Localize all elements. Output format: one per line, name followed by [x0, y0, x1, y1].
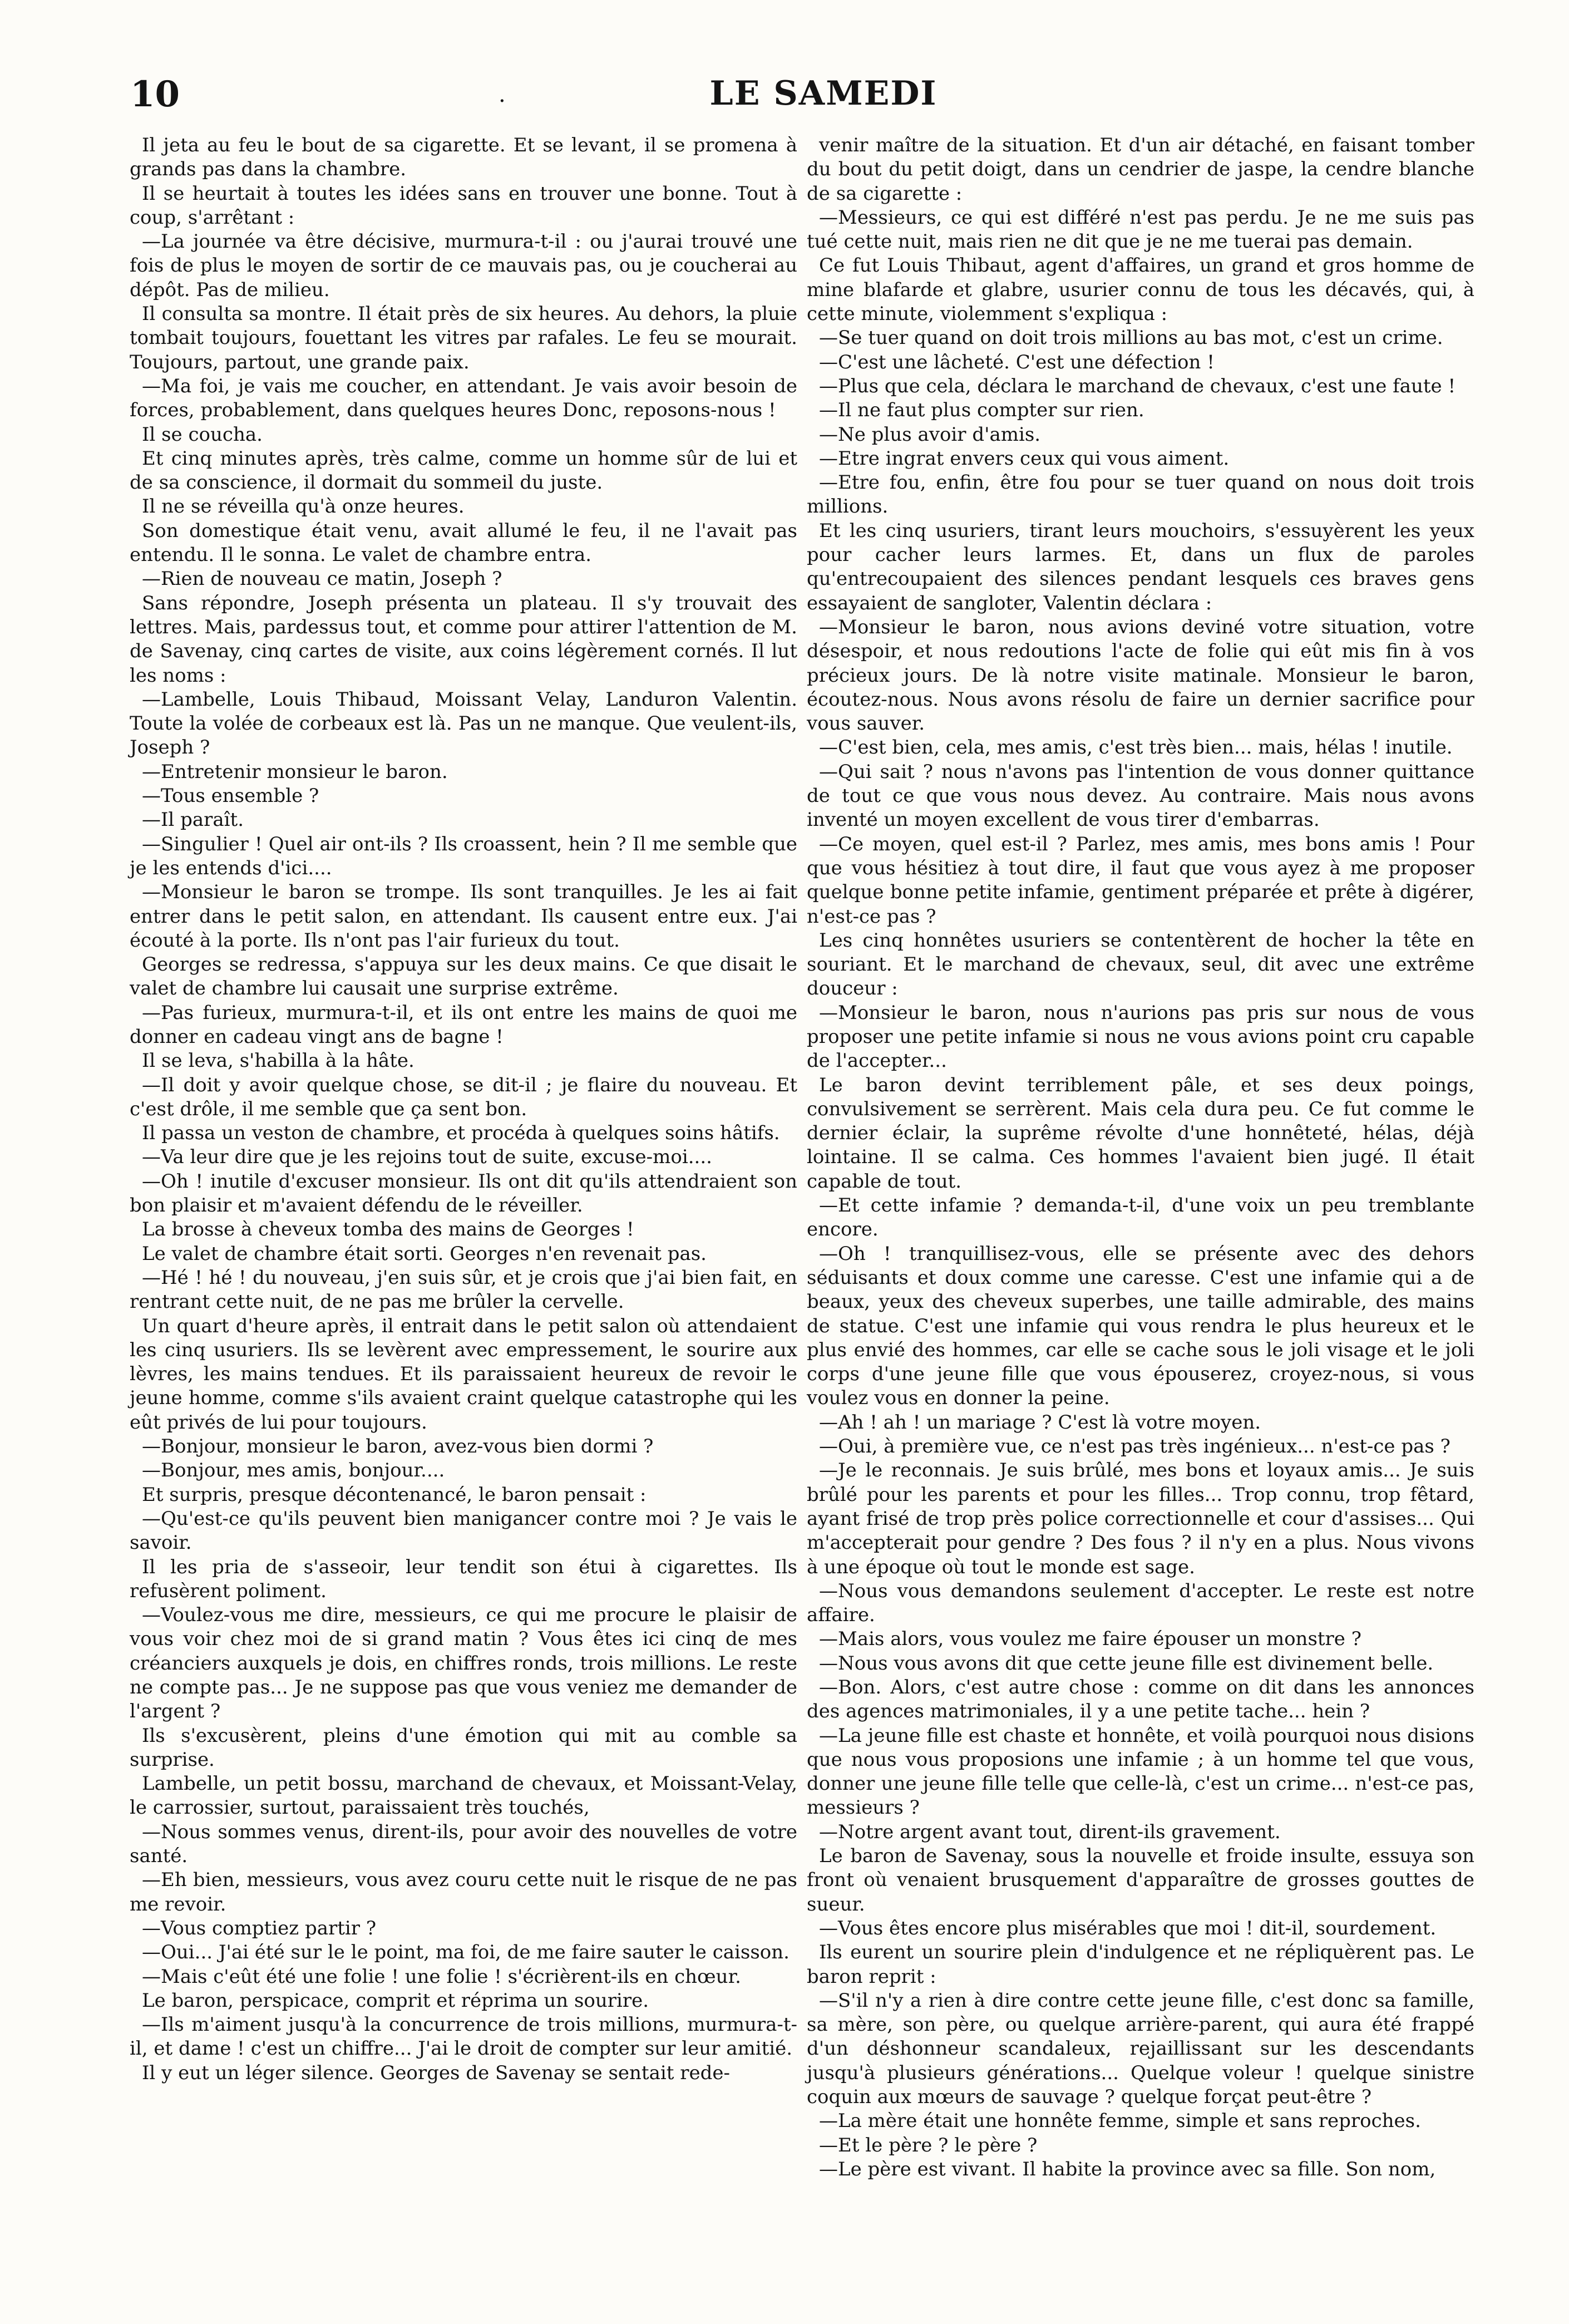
paragraph: —Vous comptiez partir ? [142, 1917, 377, 1939]
paragraph: —Il ne faut plus compter sur rien. [819, 399, 1144, 422]
paragraph: —Messieurs, ce qui est différé n'est pas perdu. Je ne me suis pas tué cette nuit, mais rien ne dit que je ne me tuerai pas demain. [807, 206, 1474, 253]
paragraph: —Nous vous demandons seulement d'accepter. Le reste est notre affaire. [807, 1579, 1474, 1627]
paragraph: Lambelle, un petit bossu, marchand de chevaux, et Moissant-Velay, le carrossier, surtout, paraissaient très touchés, [130, 1772, 797, 1819]
paragraph: —Lambelle, Louis Thibaud, Moissant Velay, Landuron Valentin. Toute la volée de corbeaux est là. Pas un ne manque. Que veulent-ils, Joseph ? [130, 688, 797, 759]
paragraph: —Je le reconnais. Je suis brûlé, mes bons et loyaux amis... Je suis brûlé pour les parents et pour les filles... Trop connu, trop fêtard, ayant frisé de trop près police correctionnelle et cour d'assises... Qui m'accepterait pour gendre ? Des fous ? il n'y en a plus. Nous vivons à une époque où tout le monde est sage. [807, 1459, 1474, 1578]
paragraph: —Et cette infamie ? demanda-t-il, d'une voix un peu tremblante encore. [807, 1194, 1474, 1241]
paragraph: —Qu'est-ce qu'ils peuvent bien manigancer contre moi ? Je vais le savoir. [130, 1507, 797, 1554]
paragraph: —Il paraît. [142, 809, 244, 831]
paragraph: —Ah ! ah ! un mariage ? C'est là votre moyen. [819, 1411, 1261, 1434]
paragraph: —Bon. Alors, c'est autre chose : comme on dit dans les annonces des agences matrimoniales, il y a une petite tache... hein ? [807, 1676, 1474, 1723]
paragraph: Sans répondre, Joseph présenta un plateau. Il s'y trouvait des lettres. Mais, pardessus tout, et comme pour attirer l'attention de M. de Savenay, cinq cartes de visite, aux coins légèrement cornés. Il lut les noms : [130, 592, 797, 687]
paragraph: —S'il n'y a rien à dire contre cette jeune fille, c'est donc sa famille, sa mère, son père, ou quelque arrière-parent, qui aura été frappé d'un déshonneur scandaleux, rejaillissant sur les descendants jusqu'à plusieurs générations... Quelque voleur ! quelque sinistre coquin aux mœurs de sauvage ? quelque forçat peut-être ? [807, 1989, 1474, 2109]
paragraph: —La mère était une honnête femme, simple et sans reproches. [819, 2110, 1421, 2133]
header-separator: . [499, 82, 506, 107]
paragraph: Il y eut un léger silence. Georges de Savenay se sentait rede- [142, 2061, 730, 2084]
paragraph: —Et le père ? le père ? [819, 2134, 1038, 2156]
paragraph: —Oh ! tranquillisez-vous, elle se présente avec des dehors séduisants et doux comme une caresse. C'est une infamie qui a de beaux, yeux des cheveux superbes, une taille admirable, des mains de statue. C'est une infamie qui vous rendra le plus heureux et le plus envié des hommes, car elle se cache sous le joli visage et le joli corps d'une jeune fille que vous épouserez, croyez-nous, si vous voulez vous en donner la peine. [807, 1242, 1474, 1410]
paragraph: Ce fut Louis Thibaut, agent d'affaires, un grand et gros homme de mine blafarde et glabre, usurier connu de tous les décavés, qui, à cette minute, violemment s'expliqua : [807, 254, 1474, 326]
paragraph: —Tous ensemble ? [142, 785, 319, 808]
paragraph: —Entretenir monsieur le baron. [142, 760, 448, 783]
paragraph: Georges se redressa, s'appuya sur les deux mains. Ce que disait le valet de chambre lui causait une surprise extrême. [130, 953, 797, 1000]
paragraph: —La jeune fille est chaste et honnête, et voilà pourquoi nous disions que nous vous proposions une infamie ; à un homme tel que vous, donner une jeune fille telle que celle-là, c'est un crime... n'est-ce pas, messieurs ? [807, 1724, 1474, 1819]
paragraph: —Il doit y avoir quelque chose, se dit-il ; je flaire du nouveau. Et c'est drôle, il me semble que ça sent bon. [130, 1074, 797, 1120]
paragraph: Et surpris, presque décontenancé, le baron pensait : [142, 1483, 647, 1506]
paragraph: Il se leva, s'habilla à la hâte. [142, 1050, 415, 1072]
paragraph: Ils s'excusèrent, pleins d'une émotion qui mit au comble sa surprise. [130, 1724, 797, 1771]
paragraph: —Singulier ! Quel air ont-ils ? Ils croassent, hein ? Il me semble que je les entends d'ici.... [130, 833, 797, 879]
running-title: LE SAMEDI [709, 74, 938, 113]
paragraph: Ils eurent un sourire plein d'indulgence et ne répliquèrent pas. Le baron reprit : [807, 1941, 1474, 1988]
paragraph: Son domestique était venu, avait allumé le feu, il ne l'avait pas entendu. Il le sonna. Le valet de chambre entra. [130, 519, 797, 567]
paragraph: —Voulez-vous me dire, messieurs, ce qui me procure le plaisir de vous voir chez moi de si grand matin ? Vous êtes ici cinq de mes créanciers auxquels je dois, en chiffres ronds, trois millions. Le reste ne compte pas... Je ne suppose pas que vous veniez me demander de l'argent ? [130, 1604, 797, 1723]
paragraph: —Oh ! inutile d'excuser monsieur. Ils ont dit qu'ils attendraient son bon plaisir et m'avaient défendu de le réveiller. [130, 1170, 797, 1217]
paragraph: Et cinq minutes après, très calme, comme un homme sûr de lui et de sa conscience, il dormait du sommeil du juste. [130, 447, 797, 494]
paragraph: —Eh bien, messieurs, vous avez couru cette nuit le risque de ne pas me revoir. [130, 1869, 797, 1916]
paragraph: —Oui, à première vue, ce n'est pas très ingénieux... n'est-ce pas ? [819, 1435, 1450, 1458]
paragraph: Un quart d'heure après, il entrait dans le petit salon où attendaient les cinq usuriers. Ils se levèrent avec empressement, le sourire aux lèvres, les mains tendues. Et ils paraissaient heureux de revoir le jeune homme, comme s'ils avaient craint quelque catastrophe qui les eût privés de lui pour toujours. [130, 1314, 797, 1434]
paragraph: —C'est bien, cela, mes amis, c'est très bien... mais, hélas ! inutile. [819, 736, 1453, 759]
left-text-column [130, 134, 797, 2085]
paragraph: —Le père est vivant. Il habite la province avec sa fille. Son nom, [819, 2158, 1436, 2180]
paragraph: —Etre fou, enfin, être fou pour se tuer quand on nous doit trois millions. [807, 471, 1474, 518]
paragraph: Il passa un veston de chambre, et procéda à quelques soins hâtifs. [142, 1122, 780, 1145]
paragraph: —Plus que cela, déclara le marchand de chevaux, c'est une faute ! [819, 375, 1456, 397]
paragraph: —Vous êtes encore plus misérables que moi ! dit-il, sourdement. [819, 1917, 1437, 1939]
paragraph: Il se coucha. [142, 423, 263, 446]
paragraph: —Ce moyen, quel est-il ? Parlez, mes amis, mes bons amis ! Pour que vous hésitiez à tout dire, il faut que vous ayez à me proposer quelque bonne petite infamie, gentiment préparée et prête à digérer, n'est-ce pas ? [807, 833, 1474, 928]
paragraph: —Nous vous avons dit que cette jeune fille est divinement belle. [819, 1652, 1434, 1675]
paragraph: —Qui sait ? nous n'avons pas l'intention de vous donner quittance de tout ce que vous nous devez. Au contraire. Mais nous avons inventé un moyen excellent de vous tirer d'embarras. [807, 760, 1474, 831]
paragraph: —C'est une lâcheté. C'est une défection ! [819, 351, 1215, 373]
right-text-column [807, 134, 1474, 2182]
paragraph: —Oui... J'ai été sur le le point, ma foi, de me faire sauter le caisson. [142, 1941, 790, 1964]
paragraph: Et les cinq usuriers, tirant leurs mouchoirs, s'essuyèrent les yeux pour cacher leurs larmes. Et, dans un flux de paroles qu'entrecoupaient des silences pendant lesquels ces braves gens essayaient de sangloter, Valentin déclara : [807, 519, 1474, 614]
paragraph: Il consulta sa montre. Il était près de six heures. Au dehors, la pluie tombait toujours, fouettant les vitres par rafales. Le feu se mourait. Toujours, partout, une grande paix. [130, 303, 797, 373]
paragraph: Il se heurtait à toutes les idées sans en trouver une bonne. Tout à coup, s'arrêtant : [130, 182, 797, 229]
paragraph: —Monsieur le baron, nous n'aurions pas pris sur nous de vous proposer une petite infamie si nous ne vous avions point cru capable de l'accepter... [807, 1001, 1474, 1072]
paragraph: —Ma foi, je vais me coucher, en attendant. Je vais avoir besoin de forces, probablement, dans quelques heures Donc, reposons-nous ! [130, 375, 797, 422]
paragraph: —Mais alors, vous voulez me faire épouser un monstre ? [819, 1628, 1361, 1651]
paragraph: —Pas furieux, murmura-t-il, et ils ont entre les mains de quoi me donner en cadeau vingt ans de bagne ! [130, 1001, 797, 1048]
paragraph: La brosse à cheveux tomba des mains de Georges ! [142, 1218, 634, 1241]
paragraph: —Ils m'aiment jusqu'à la concurrence de trois millions, murmura-t-il, et dame ! c'est un chiffre... J'ai le droit de compter sur leur amitié. [130, 2013, 797, 2060]
paragraph: Il les pria de s'asseoir, leur tendit son étui à cigarettes. Ils refusèrent poliment. [130, 1555, 797, 1602]
paragraph: Le baron de Savenay, sous la nouvelle et froide insulte, essuya son front où venaient brusquement d'apparaître de grosses gouttes de sueur. [807, 1845, 1474, 1916]
paragraph: —Rien de nouveau ce matin, Joseph ? [142, 568, 502, 590]
paragraph: Le baron, perspicace, comprit et réprima un sourire. [142, 1989, 649, 2012]
paragraph: —Se tuer quand on doit trois millions au bas mot, c'est un crime. [819, 327, 1443, 349]
paragraph: —Monsieur le baron, nous avions deviné votre situation, votre désespoir, et nous redoutions l'acte de folie qui eût mis fin à vos précieux jours. De là notre visite matinale. Monsieur le baron, écoutez-nous. Nous avons résolu de faire un dernier sacrifice pour vous sauver. [807, 616, 1474, 735]
paragraph: —Va leur dire que je les rejoins tout de suite, excuse-moi.... [142, 1146, 712, 1169]
paragraph: Le baron devint terriblement pâle, et ses deux poings, convulsivement se serrèrent. Mais cela dura peu. Ce fut comme le dernier éclair, la suprême révolte d'une honnêteté, hélas, déjà lointaine. Il se calma. Ces hommes l'avaient bien jugé. Il était capable de tout. [807, 1074, 1474, 1193]
paragraph: —Etre ingrat envers ceux qui vous aiment. [819, 447, 1230, 470]
paragraph: —Mais c'eût été une folie ! une folie ! s'écrièrent-ils en chœur. [142, 1965, 741, 1988]
paragraph: —Ne plus avoir d'amis. [819, 423, 1041, 446]
paragraph: Les cinq honnêtes usuriers se contentèrent de hocher la tête en souriant. Et le marchand de chevaux, seul, dit avec une extrême douceur : [807, 929, 1474, 1000]
paragraph: —Nous sommes venus, dirent-ils, pour avoir des nouvelles de votre santé. [130, 1820, 797, 1868]
paragraph: Il ne se réveilla qu'à onze heures. [142, 495, 465, 518]
paragraph: —Monsieur le baron se trompe. Ils sont tranquilles. Je les ai fait entrer dans le petit salon, en attendant. Ils causent entre eux. J'ai écouté à la porte. Ils n'ont pas l'air furieux du tout. [130, 881, 797, 952]
paragraph: Il jeta au feu le bout de sa cigarette. Et se levant, il se promena à grands pas dans la chambre. [130, 134, 797, 181]
paragraph: —Bonjour, mes amis, bonjour.... [142, 1459, 445, 1482]
paragraph: —Hé ! hé ! du nouveau, j'en suis sûr, et je crois que j'ai bien fait, en rentrant cette nuit, de ne pas me brûler la cervelle. [130, 1266, 797, 1313]
paragraph: —La journée va être décisive, murmura-t-il : ou j'aurai trouvé une fois de plus le moyen de sortir de ce mauvais pas, ou je coucherai au dépôt. Pas de milieu. [130, 230, 797, 301]
page-number: 10 [130, 73, 180, 115]
paragraph: Le valet de chambre était sorti. Georges n'en revenait pas. [142, 1242, 707, 1265]
paragraph: —Notre argent avant tout, dirent-ils gravement. [819, 1820, 1281, 1843]
paragraph: —Bonjour, monsieur le baron, avez-vous bien dormi ? [142, 1435, 654, 1458]
paragraph: venir maître de la situation. Et d'un air détaché, en faisant tomber du bout du petit doigt, dans un cendrier de jaspe, la cendre blanche de sa cigarette : [807, 134, 1474, 205]
